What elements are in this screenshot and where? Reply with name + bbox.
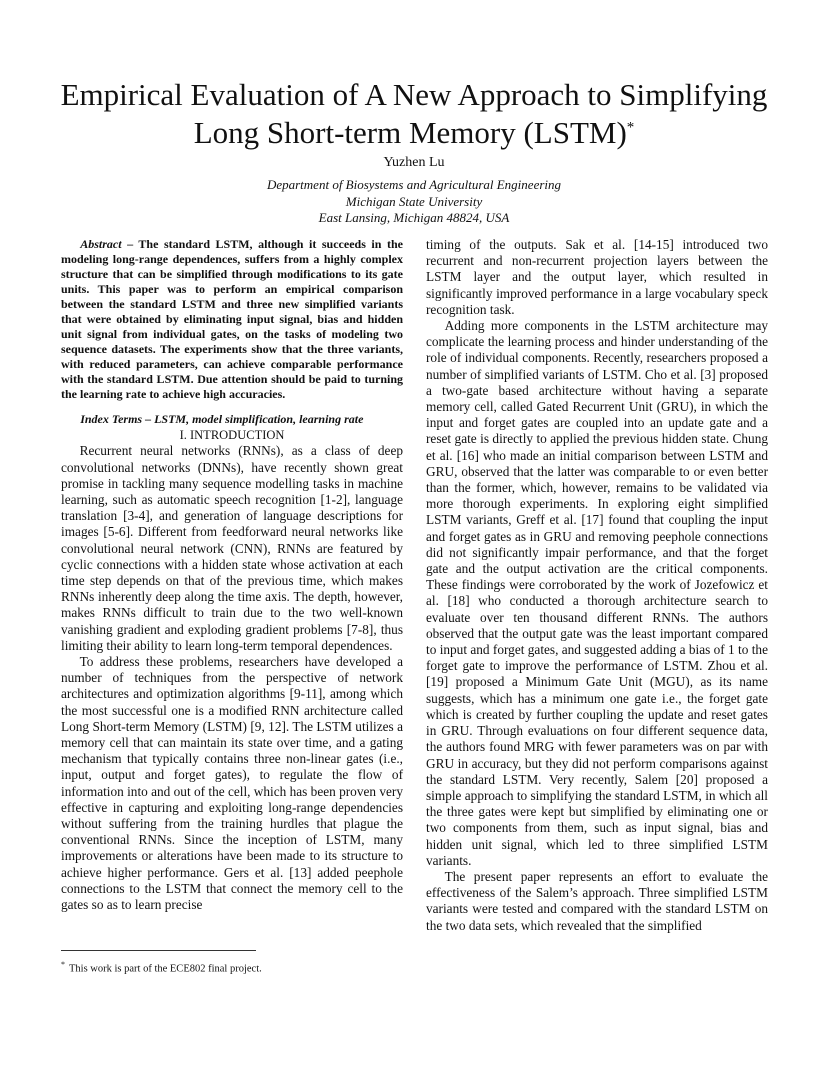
abstract [61, 237, 403, 402]
paragraph-4: The present paper represents an effort to evaluate the effectiveness of the Salem’s approach. Three simplified LSTM variants were tested and compared with the standard LSTM on the two data sets, which revealed that the simplified [426, 868, 768, 933]
title-line-2: Long Short-term Memory (LSTM) [193, 115, 627, 150]
abstract-lead: Abstract [80, 237, 122, 251]
section-heading-introduction [61, 427, 403, 443]
affiliation [0, 177, 828, 227]
title-footnote-mark: * [626, 119, 635, 136]
footnote [61, 960, 262, 975]
abstract-dash: – [121, 237, 139, 251]
affiliation-university: Michigan State University [345, 193, 483, 209]
footnote-text: This work is part of the ECE802 final project. [69, 963, 262, 975]
paragraph-1: Recurrent neural networks (RNNs), as a class of deep convolutional networks (DNNs), have recently shown great promise in tackling many sequence modelling tasks in machine learning, such as automatic speech recognition [1-2], language translation [3-4], and generation of language descriptions for images [5-6]. Different from feedforward neural networks like convolutional neural network (CNN), RNNs are featured by cyclic connections with a hidden state whose activation at each time step depends on that of the previous time, which makes RNNs inherently deep along the time axis. The depth, however, makes RNNs difficult to train due to the two well-known vanishing gradient and exploding gradient problems [7-8], thus limiting their ability to learn long-term temporal dependences. [61, 443, 403, 653]
paragraph-3: Adding more components in the LSTM architecture may complicate the learning process and hinder understanding of the role of individual components. Recently, researchers proposed a number of simplified variants of LSTM. Cho et al. [3] proposed a two-gate based architecture without having a separate memory cell, called Gated Recurrent Unit (GRU), in which the input and forget gates are coupled into an update gate and a reset gate is directly to applied the previous hidden state. Chung et al. [16] who made an initial comparison between LSTM and GRU, observed that the latter was comparable to or even better than the former, which, however, remains to be validated via more thorough experiments. In exploring eight simplified LSTM variants, Greff et al. [17] found that coupling the input and forget gates as in GRU and removing peephole connections did not significantly impair performance, and that the forget gate and the output activation are the critical components. These findings were corroborated by the work of Jozefowicz et al. [18] who conducted a thorough architecture search to evaluate over ten thousand different RNNs. The authors observed that the output gate was the least important compared to input and forget gates, and suggested adding a bias of 1 to the forget gate to improve the performance of LSTM. Zhou et al. [19] proposed a Minimum Gate Unit (MGU), as its name suggests, which has a minimum one gate i.e., the forget gate which is created by further coupling the update and reset gates in GRU. Through evaluations on four different sequence data, the authors found MRG with fewer parameters was on par with GRU in accuracy, but they did not perform comparisons against the standard LSTM. Very recently, Salem [20] proposed a simple approach to simplifying the standard LSTM, in which all the three gates were kept but simplified by eliminating one or two components from them, such as input signal, bias and hidden unit signal, which led to three simplified LSTM variants. [426, 318, 768, 868]
footnote-mark: * [61, 960, 65, 969]
right-column [426, 237, 768, 934]
author-name: Yuzhen Lu [383, 155, 445, 170]
abstract-text: The standard LSTM, although it succeeds in the modeling long-range dependences, suffers from a highly complex structure that can be simplified through modifications to its gate units. This paper was to perform an empirical comparison between the standard LSTM and three new simplified variants that were obtained by eliminating input signal, bias and hidden unit signal from individual gates, on the tasks of modeling two sequence datasets. The experiments show that the three variants, with reduced parameters, can achieve comparable performance with the standard LSTM. Due attention should be paid to turning the learning rate to achieve high accuracies. [61, 237, 403, 401]
left-column [61, 237, 403, 913]
paper-title [40, 76, 788, 152]
affiliation-department: Department of Biosystems and Agricultural Engineering [266, 177, 562, 192]
index-terms: Index Terms – LSTM, model simplification, learning rate [80, 412, 364, 426]
section-title-rest: NTRODUCTION [194, 428, 285, 443]
affiliation-location: East Lansing, Michigan 48824, USA [318, 210, 510, 225]
section-title-first: I [189, 428, 195, 443]
section-number: I. [179, 428, 190, 443]
paragraph-2: To address these problems, researchers have developed a number of techniques from the perspective of network architectures and optimization algorithms [9-11], among which the most successful one is a modified RNN architecture called Long Short-term Memory (LSTM) [9, 12]. The LSTM utilizes a memory cell that can maintain its state over time, and a gating mechanism that typically contains three non-linear gates (i.e., input, output and forget gates), to regulate the flow of information into and out of the cell, which has been proven very effective in capturing and exploiting long-range dependencies without suffering from the training hurdles that plague the conventional RNNs. Since the inception of LSTM, many improvements or alterations have been made to its structure to achieve higher performance. Gers et al. [13] added peephole connections to the LSTM that connect the memory cell to the gates so as to learn precise [61, 654, 403, 913]
title-line-1: Empirical Evaluation of A New Approach to Simplifying [60, 77, 768, 112]
paragraph-2-continued: timing of the outputs. Sak et al. [14-15] introduced two recurrent and non-recurrent projection layers between the LSTM layer and the output layer, which resulted in significantly improved performance in a large vocabulary speck recognition task. [426, 237, 768, 317]
footnote-divider [61, 950, 256, 951]
